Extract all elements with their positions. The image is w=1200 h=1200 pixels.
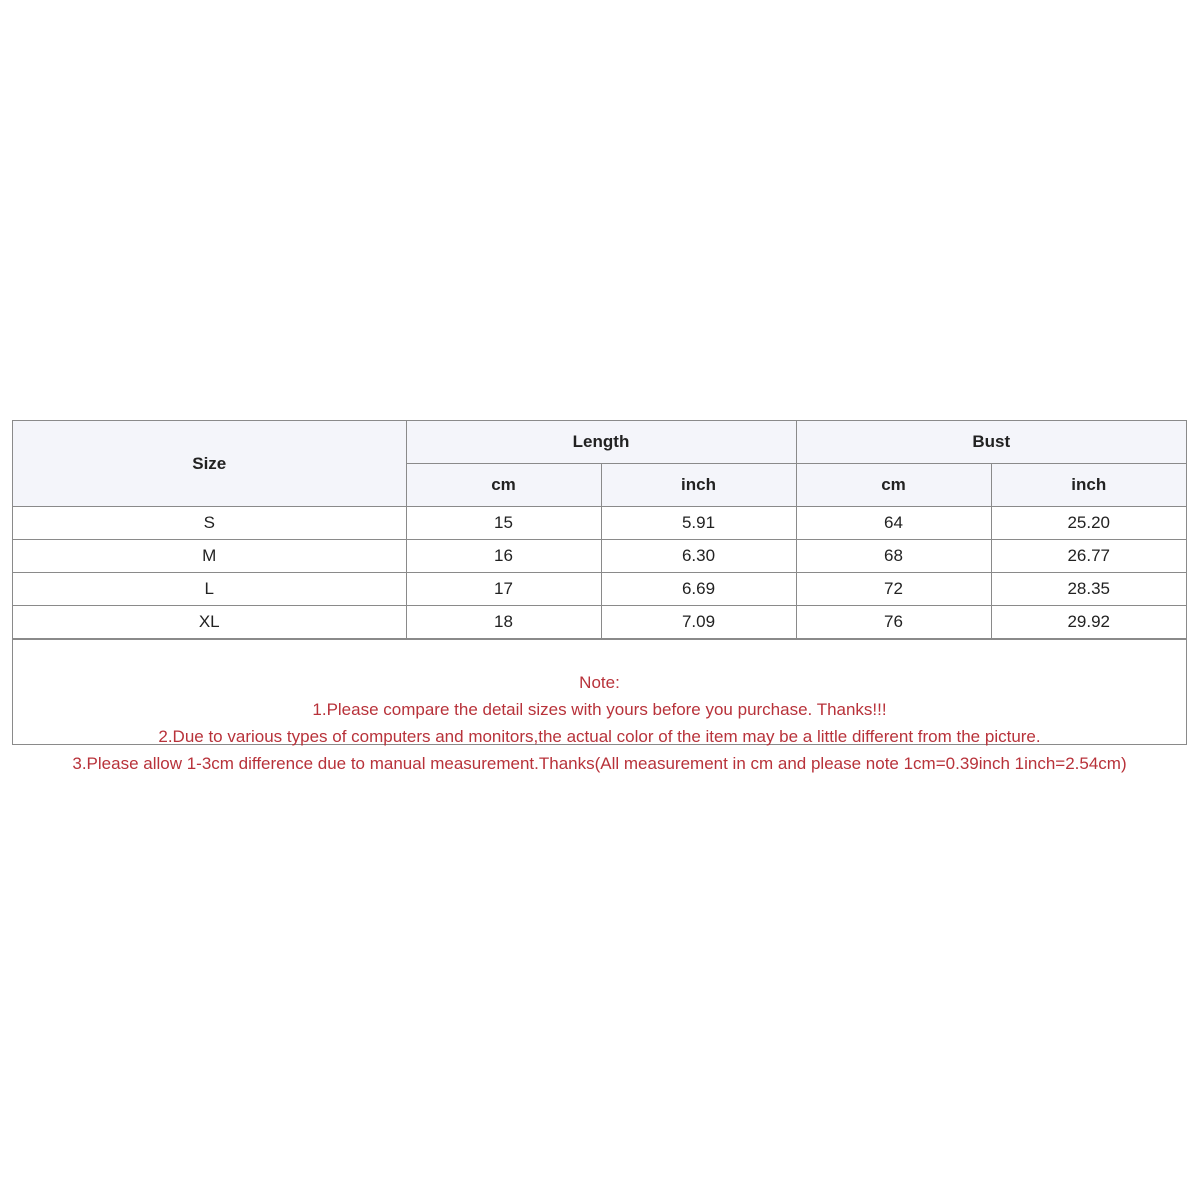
length-inch-header: inch bbox=[601, 464, 796, 507]
length-inch-cell: 6.30 bbox=[601, 540, 796, 573]
bust-inch-header: inch bbox=[991, 464, 1186, 507]
notes-section bbox=[13, 639, 1186, 773]
bust-cm-header: cm bbox=[796, 464, 991, 507]
bust-inch-cell: 26.77 bbox=[991, 540, 1186, 573]
note-line-3: 3.Please allow 1-3cm difference due to manual measurement.Thanks(All measurement in cm and please note 1cm=0.39inch 1inch=2.54cm) bbox=[72, 754, 1127, 773]
bust-cm-cell: 76 bbox=[796, 606, 991, 639]
size-chart bbox=[12, 420, 1187, 773]
size-cell: S bbox=[13, 507, 406, 540]
note-line-2: 2.Due to various types of computers and monitors,the actual color of the item may be a little different from the picture. bbox=[158, 727, 1041, 746]
note-title: Note: bbox=[579, 673, 620, 692]
size-header: Size bbox=[13, 421, 406, 507]
length-cm-cell: 18 bbox=[406, 606, 601, 639]
bust-header: Bust bbox=[796, 421, 1186, 464]
length-inch-cell: 5.91 bbox=[601, 507, 796, 540]
length-inch-cell: 7.09 bbox=[601, 606, 796, 639]
length-header: Length bbox=[406, 421, 796, 464]
size-cell: M bbox=[13, 540, 406, 573]
bust-inch-cell: 25.20 bbox=[991, 507, 1186, 540]
length-cm-header: cm bbox=[406, 464, 601, 507]
length-cm-cell: 17 bbox=[406, 573, 601, 606]
bust-cm-cell: 72 bbox=[796, 573, 991, 606]
header-row-groups bbox=[13, 421, 1186, 464]
size-cell: L bbox=[13, 573, 406, 606]
length-cm-cell: 15 bbox=[406, 507, 601, 540]
length-cm-cell: 16 bbox=[406, 540, 601, 573]
table-row bbox=[13, 606, 1186, 639]
bust-cm-cell: 68 bbox=[796, 540, 991, 573]
size-table bbox=[13, 421, 1186, 639]
bust-inch-cell: 29.92 bbox=[991, 606, 1186, 639]
size-cell: XL bbox=[13, 606, 406, 639]
table-row bbox=[13, 507, 1186, 540]
table-row bbox=[13, 540, 1186, 573]
bust-inch-cell: 28.35 bbox=[991, 573, 1186, 606]
table-row bbox=[13, 573, 1186, 606]
note-line-1: 1.Please compare the detail sizes with yours before you purchase. Thanks!!! bbox=[312, 700, 887, 719]
bust-cm-cell: 64 bbox=[796, 507, 991, 540]
length-inch-cell: 6.69 bbox=[601, 573, 796, 606]
